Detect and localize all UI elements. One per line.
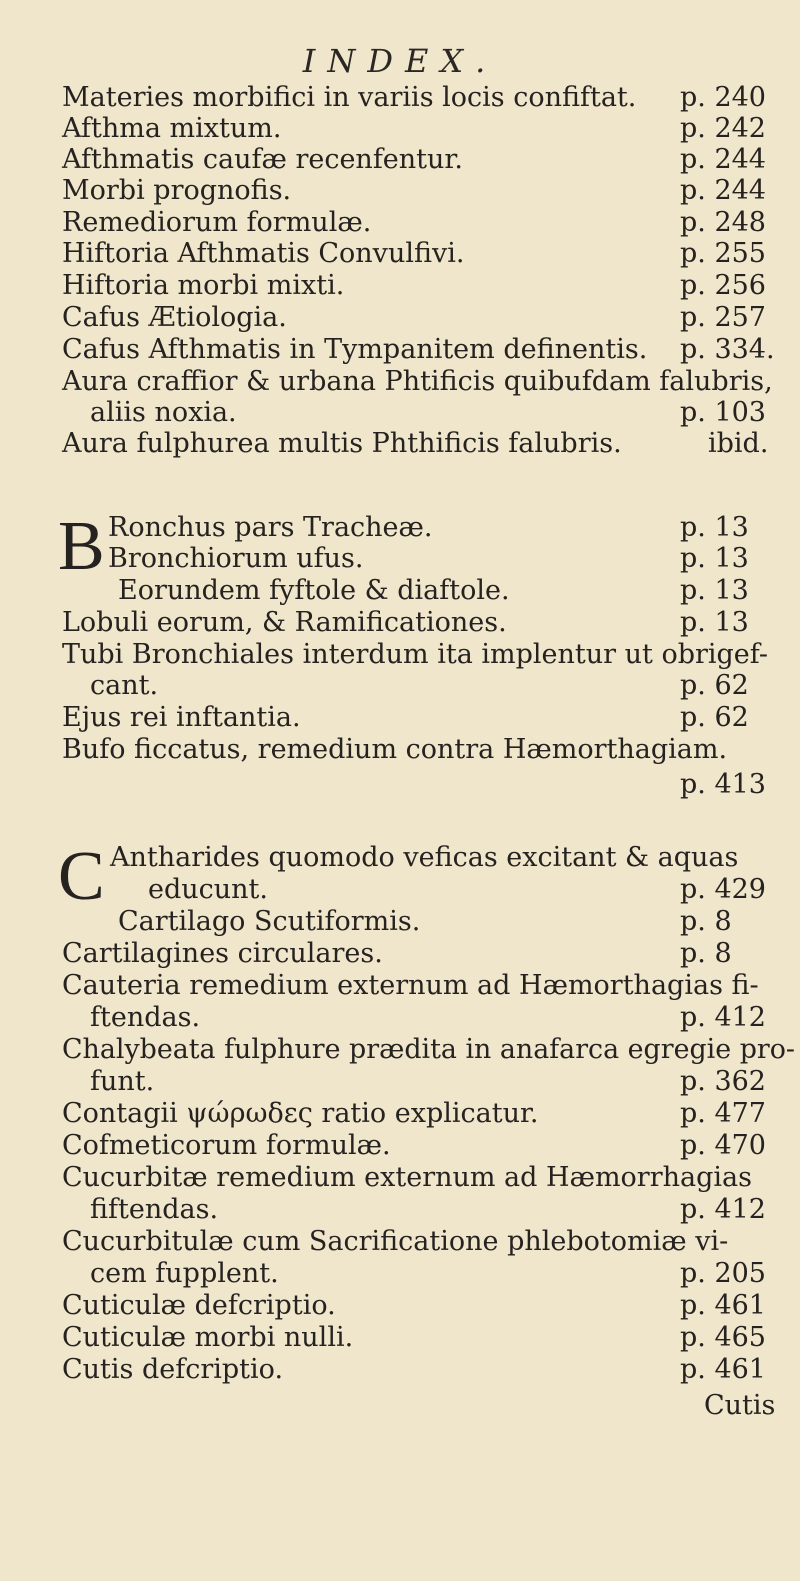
index-entry-page: p. 205 <box>680 1258 766 1289</box>
index-entry-text: Chalybeata fulphure prædita in anafarca egregie pro- <box>62 1034 796 1065</box>
index-entry-page: p. 257 <box>680 302 766 333</box>
index-entry-text: Bufo ficcatus, remedium contra Hæmorthagiam. <box>62 734 728 765</box>
index-entry-text: Lobuli eorum, & Ramificationes. <box>62 607 507 638</box>
index-entry-text: Ronchus pars Tracheæ. <box>108 512 433 543</box>
index-entry-text: Materies morbifici in variis locis confiftat. <box>62 82 637 113</box>
index-entry-text: Remediorum formulæ. <box>62 207 372 238</box>
index-entry-page: p. 103 <box>680 397 766 428</box>
index-entry-page: p. 62 <box>680 702 749 733</box>
index-entry-text: Hiftoria Afthmatis Convulfivi. <box>62 238 465 269</box>
index-entry-text: Afthmatis caufæ recenfentur. <box>62 144 463 175</box>
index-entry-text: cant. <box>90 670 159 701</box>
index-entry-page: ibid. <box>708 428 769 459</box>
index-entry-text: funt. <box>90 1066 155 1097</box>
index-entry-text: cem fupplent. <box>90 1258 279 1289</box>
section-c-initial: C <box>58 838 105 915</box>
index-entry-text: Cucurbitæ remedium externum ad Hæmorrhagias <box>62 1162 752 1193</box>
index-entry-text: Morbi prognofis. <box>62 175 292 206</box>
index-entry-page: p. 244 <box>680 175 766 206</box>
index-entry-page: p. 62 <box>680 670 749 701</box>
section-b-initial: B <box>58 508 105 585</box>
index-entry-page: p. 461 <box>680 1354 766 1385</box>
catchword: Cutis <box>704 1390 776 1421</box>
index-entry-page: p. 255 <box>680 238 766 269</box>
index-entry-text: Eorundem fyftole & diaftole. <box>118 575 510 606</box>
index-entry-text: fiftendas. <box>90 1194 219 1225</box>
index-entry-page: p. 470 <box>680 1130 766 1161</box>
index-entry-page: p. 362 <box>680 1066 766 1097</box>
index-entry-page: p. 13 <box>680 512 749 543</box>
index-entry-page: p. 248 <box>680 207 766 238</box>
index-entry-page: p. 244 <box>680 144 766 175</box>
index-entry-text: aliis noxia. <box>90 397 237 428</box>
index-entry-page: p. 8 <box>680 906 732 937</box>
index-entry-text: Cuticulæ morbi nulli. <box>62 1322 354 1353</box>
index-entry-text: Hiftoria morbi mixti. <box>62 270 345 301</box>
index-entry-text: Ejus rei inftantia. <box>62 702 301 733</box>
index-entry-text: Bronchiorum ufus. <box>108 543 364 574</box>
index-entry-text: Cucurbitulæ cum Sacrificatione phlebotomiæ vi- <box>62 1226 729 1257</box>
index-entry-text: Cutis defcriptio. <box>62 1354 284 1385</box>
index-entry-page: p. 256 <box>680 270 766 301</box>
index-entry-text: Cartilago Scutiformis. <box>118 906 421 937</box>
index-entry-text: educunt. <box>148 874 268 905</box>
index-entry-page: p. 413 <box>680 769 766 800</box>
index-entry-text: Aura fulphurea multis Phthificis falubris. <box>62 428 622 459</box>
index-entry-text: Aura craffior & urbana Phtificis quibufdam falubris, <box>62 366 773 397</box>
index-entry-page: p. 242 <box>680 113 766 144</box>
index-entry-text: Cafus Afthmatis in Tympanitem definentis. <box>62 334 648 365</box>
index-entry-page: p. 412 <box>680 1002 766 1033</box>
index-entry-page: p. 477 <box>680 1098 766 1129</box>
index-entry-text: Cauteria remedium externum ad Hæmorthagias fi- <box>62 970 759 1001</box>
index-entry-text: Cofmeticorum formulæ. <box>62 1130 391 1161</box>
index-entry-text: Cafus Ætiologia. <box>62 302 287 333</box>
index-entry-text: Cuticulæ defcriptio. <box>62 1290 336 1321</box>
index-entry-text: Antharides quomodo veficas excitant & aquas <box>110 842 739 873</box>
index-entry-text: Contagii ψώρωδες ratio explicatur. <box>62 1098 539 1129</box>
index-entry-page: p. 429 <box>680 874 766 905</box>
index-entry-page: p. 13 <box>680 575 749 606</box>
index-entry-text: Afthma mixtum. <box>62 113 282 144</box>
index-entry-page: p. 412 <box>680 1194 766 1225</box>
index-entry-page: p. 240 <box>680 82 766 113</box>
index-entry-page: p. 13 <box>680 543 749 574</box>
index-entry-page: p. 334. <box>680 334 775 365</box>
index-entry-page: p. 461 <box>680 1290 766 1321</box>
page-header: INDEX. <box>302 42 498 80</box>
index-entry-text: ftendas. <box>90 1002 201 1033</box>
index-entry-text: Cartilagines circulares. <box>62 938 383 969</box>
index-entry-page: p. 13 <box>680 607 749 638</box>
index-entry-page: p. 8 <box>680 938 732 969</box>
index-entry-page: p. 465 <box>680 1322 766 1353</box>
index-entry-text: Tubi Bronchiales interdum ita implentur ut obrigef- <box>62 639 768 670</box>
